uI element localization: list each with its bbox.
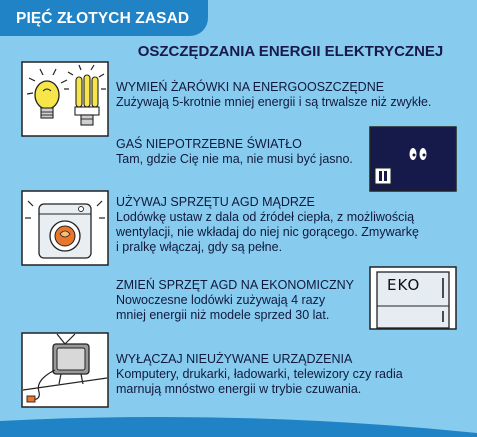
dark-room-icon — [369, 126, 457, 192]
tip-body: i pralkę włączaj, gdy są pełne. — [116, 240, 283, 254]
tip-switch-off-light — [116, 137, 353, 167]
tip-body: Lodówkę ustaw z dala od źródeł ciepła, z możliwością — [116, 210, 415, 224]
tip-body: mniej energii niż modele sprzed 30 lat. — [116, 308, 330, 322]
eco-fridge-icon — [369, 266, 457, 330]
tip-title: ZMIEŃ SPRZĘT AGD NA EKONOMICZNY — [116, 278, 354, 292]
tip-body: wentylacji, nie wkładaj do niej nic gorącego. Zmywarkę — [116, 225, 419, 239]
header-tab — [0, 0, 208, 36]
tip-body: Komputery, drukarki, ładowarki, telewizory czy radia — [116, 367, 403, 381]
tip-title: GAŚ NIEPOTRZEBNE ŚWIATŁO — [116, 137, 302, 151]
tip-title: WYMIEŃ ŻARÓWKI NA ENERGOOSZCZĘDNE — [116, 80, 385, 94]
eco-badge: EKO — [387, 276, 421, 294]
header-title: PIĘĆ ZŁOTYCH ZASAD — [16, 10, 190, 27]
tip-replace-bulbs — [116, 80, 431, 110]
washing-machine-icon — [21, 190, 109, 266]
light-bulbs-icon — [21, 61, 109, 137]
footer-curve — [0, 415, 477, 437]
tip-body: marnują mnóstwo energii w trybie czuwania. — [116, 382, 362, 396]
tip-unplug-devices — [116, 352, 403, 397]
tip-use-appliances-wisely — [116, 195, 419, 255]
tip-body: Zużywają 5-krotnie mniej energii i są trwalsze niż zwykłe. — [116, 95, 432, 109]
subtitle: OSZCZĘDZANIA ENERGII ELEKTRYCZNEJ — [137, 43, 444, 60]
tip-body: Tam, gdzie Cię nie ma, nie musi być jasno. — [116, 152, 353, 166]
tip-title: UŻYWAJ SPRZĘTU AGD MĄDRZE — [116, 195, 315, 209]
tip-title: WYŁĄCZAJ NIEUŻYWANE URZĄDZENIA — [116, 352, 353, 366]
tip-body: Nowoczesne lodówki zużywają 4 razy — [116, 293, 326, 307]
unplugged-tv-icon — [21, 332, 109, 408]
tip-eco-appliances — [116, 278, 354, 323]
